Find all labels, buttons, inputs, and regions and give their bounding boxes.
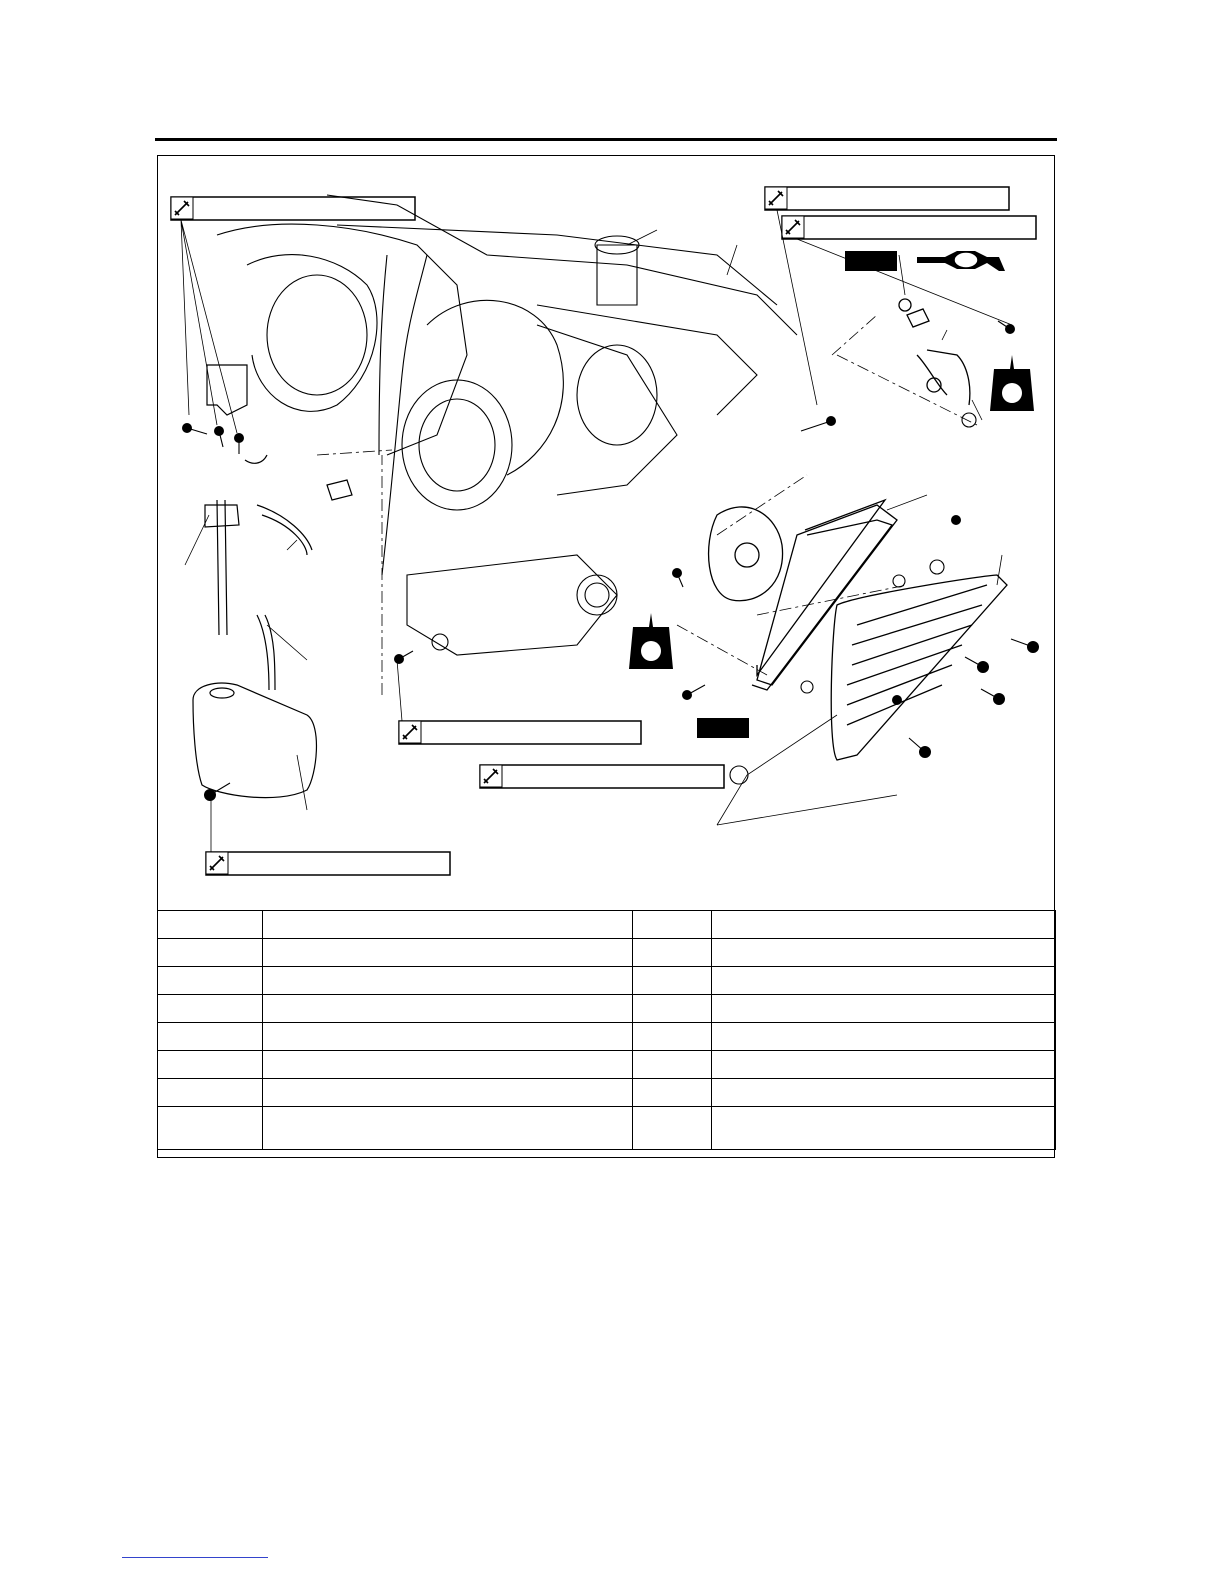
torque-box-3 — [782, 216, 1036, 239]
wrench-icon — [206, 852, 228, 874]
table-row — [158, 911, 1056, 939]
exploded-diagram — [157, 155, 1055, 910]
table-row — [158, 967, 1056, 995]
torque-box-5 — [480, 765, 724, 788]
torque-box-2 — [765, 187, 1009, 210]
table-row — [158, 1107, 1056, 1150]
sealant-icon — [629, 613, 673, 669]
wrench-icon — [171, 197, 193, 219]
table-row — [158, 995, 1056, 1023]
table-row — [158, 1079, 1056, 1107]
wrench-icon — [399, 721, 421, 743]
sealant-icon — [990, 355, 1034, 411]
wrench-icon — [480, 765, 502, 787]
marker-box-2 — [697, 718, 749, 738]
table-row — [158, 1051, 1056, 1079]
grease-icon — [917, 251, 1005, 271]
table-row — [158, 939, 1056, 967]
torque-box-6 — [206, 852, 450, 875]
table-row — [158, 1023, 1056, 1051]
parts-table — [157, 910, 1056, 1150]
wrench-icon — [765, 187, 787, 209]
footer-link-underline[interactable] — [122, 1557, 268, 1558]
header-rule — [155, 138, 1057, 141]
torque-box-4 — [399, 721, 641, 744]
engine-sketch — [217, 195, 797, 655]
wrench-icon — [782, 216, 804, 238]
torque-box-1 — [171, 197, 415, 220]
radiator-assembly — [709, 299, 1007, 760]
